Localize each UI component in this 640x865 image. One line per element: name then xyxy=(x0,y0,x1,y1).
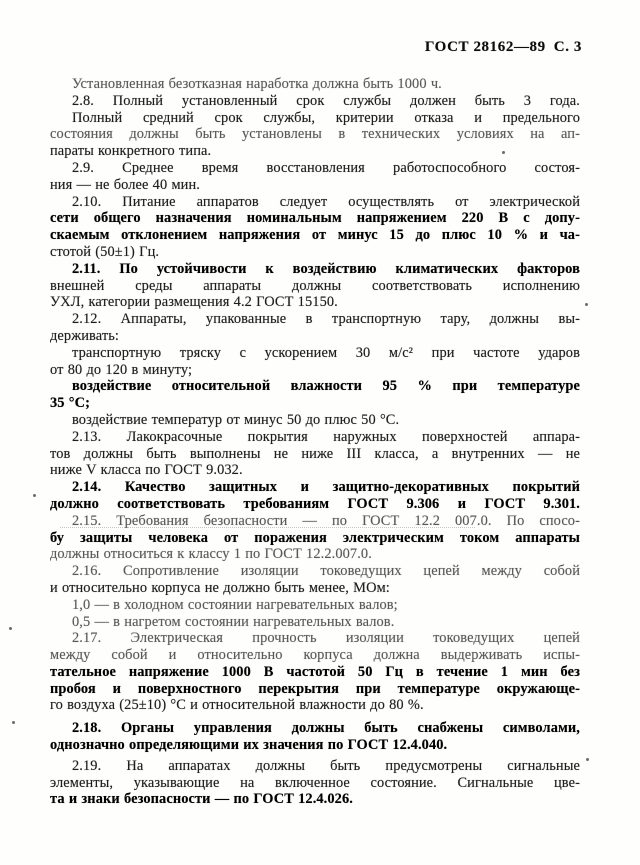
body-line: сети общего назначения номинальным напряжением 220 В с допу- xyxy=(50,210,580,227)
body-line: 2.17. Электрическая прочность изоляции токоведущих цепей xyxy=(72,630,580,647)
body-line: 2.10. Питание аппаратов следует осуществлять от электрической xyxy=(72,193,580,210)
body-line: Полный средний срок службы, критерии отказа и предельного xyxy=(72,109,580,126)
body-line: параты конкретного типа. xyxy=(50,143,212,160)
body-line: скаемым отклонением напряжения от минус 15 до плюс 10 % и ча- xyxy=(50,227,580,244)
body-line: 2.15. Требования безопасности — по ГОСТ 12.2 007.0. По спосо- xyxy=(72,512,580,529)
body-line: элементы, указывающие на включенное состояние. Сигнальные цве- xyxy=(50,774,580,791)
body-line: между собой и относительно корпуса должна выдерживать испы- xyxy=(50,647,580,664)
body-line: 0,5 — в нагретом состоянии нагревательных валов. xyxy=(72,613,395,630)
body-line: однозначно определяющими их значения по ГОСТ 12.4.040. xyxy=(50,737,448,754)
scan-speck xyxy=(502,151,505,154)
body-line: держивать: xyxy=(50,327,120,344)
body-line: 2.16. Сопротивление изоляции токоведущих цепей между собой xyxy=(72,563,580,580)
body-line: УХЛ, категории размещения 4.2 ГОСТ 15150. xyxy=(50,294,338,311)
body-line: 2.12. Аппараты, упакованные в транспортную тару, должны вы- xyxy=(72,311,580,328)
body-line: ниже V класса по ГОСТ 9.032. xyxy=(50,462,243,479)
document-body xyxy=(50,76,580,808)
body-line: 2.18. Органы управления должны быть снабжены символами, xyxy=(72,720,580,737)
scan-speck xyxy=(33,494,36,497)
page-header xyxy=(425,39,582,56)
page-number: С. 3 xyxy=(553,39,582,55)
body-line: Установленная безотказная наработка должна быть 1000 ч. xyxy=(72,76,442,92)
body-line: должно соответствовать требованиям ГОСТ 9.306 и ГОСТ 9.301. xyxy=(50,495,580,512)
body-line: 35 °С; xyxy=(50,395,91,412)
body-line: 2.14. Качество защитных и защитно-декоративных покрытий xyxy=(72,479,580,496)
scan-speck xyxy=(586,758,589,761)
scan-speck xyxy=(585,303,588,306)
body-line: та и знаки безопасности — по ГОСТ 12.4.026. xyxy=(50,791,353,808)
body-line: стотой (50±1) Гц. xyxy=(50,243,160,260)
body-line: 2.13. Лакокрасочные покрытия наружных поверхностей аппара- xyxy=(72,428,580,445)
body-line: 2.11. По устойчивости к воздействию климатических факторов xyxy=(72,260,580,277)
scan-speck xyxy=(9,627,12,630)
body-line: бу защиты человека от поражения электрическим током аппараты xyxy=(50,529,580,546)
body-line: 2.9. Среднее время восстановления работоспособного состоя- xyxy=(72,159,580,176)
body-line: тов должны быть выполнены не ниже III класса, а внутренних — не xyxy=(50,445,580,462)
body-line: состояния должны быть установлены в технических условиях на ап- xyxy=(50,126,580,143)
body-line: от 80 до 120 в минуту; xyxy=(50,361,193,378)
body-line: воздействие температур от минус 50 до плюс 50 °С. xyxy=(72,411,400,428)
body-line: тательное напряжение 1000 В частотой 50 Гц в течение 1 мин без xyxy=(50,663,580,680)
body-line: 1,0 — в холодном состоянии нагревательных валов; xyxy=(72,596,398,613)
body-line: и относительно корпуса не должно быть менее, МОм: xyxy=(50,579,390,596)
body-line: 2.19. На аппаратах должны быть предусмотрены сигнальные xyxy=(72,757,580,774)
scan-speck xyxy=(12,721,15,724)
body-line: го воздуха (25±10) °С и относительной влажности до 80 %. xyxy=(50,697,424,714)
body-line: внешней среды аппараты должны соответствовать исполнению xyxy=(50,277,580,294)
body-line: ния — не более 40 мин. xyxy=(50,176,200,193)
body-line: пробоя и поверхностного перекрытия при температуре окружающе- xyxy=(50,680,580,697)
body-line: должны относиться к классу 1 по ГОСТ 12.2.007.0. xyxy=(50,546,372,563)
standard-reference: ГОСТ 28162—89 xyxy=(424,39,546,55)
body-line: транспортную тряску с ускорением 30 м/с² при частоте ударов xyxy=(72,344,580,361)
body-line: воздействие относительной влажности 95 % при температуре xyxy=(72,378,580,395)
body-line: 2.8. Полный установленный срок службы должен быть 3 года. xyxy=(72,92,580,109)
